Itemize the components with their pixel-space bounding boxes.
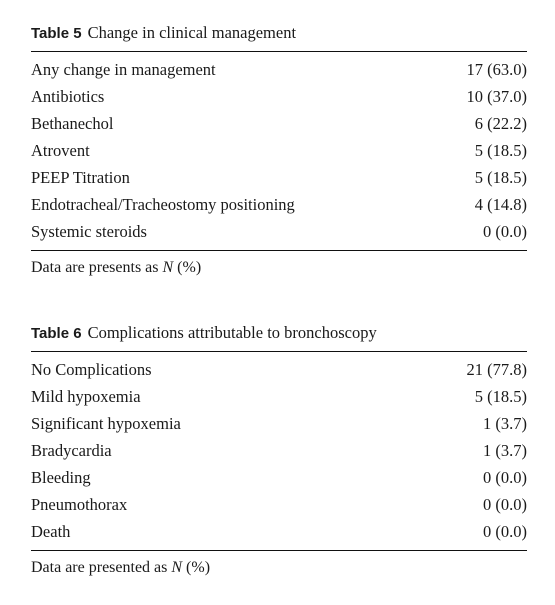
table-title: Complications attributable to bronchoscopy	[87, 323, 377, 342]
row-value: 1 (3.7)	[483, 414, 527, 433]
row-value: 0 (0.0)	[483, 495, 527, 514]
row-value: 5 (18.5)	[474, 387, 527, 406]
table-body	[31, 352, 527, 550]
row-value: 6 (22.2)	[474, 114, 527, 133]
row-value: 5 (18.5)	[474, 141, 527, 160]
table-title: Change in clinical management	[87, 23, 297, 42]
table-row	[31, 491, 527, 518]
row-item: Atrovent	[31, 141, 90, 160]
row-value: 0 (0.0)	[483, 468, 527, 487]
table-row	[31, 164, 527, 191]
row-value: 10 (37.0)	[466, 87, 527, 106]
table-label: Table 5	[31, 25, 82, 42]
table-caption	[31, 22, 527, 44]
table-row	[31, 518, 527, 545]
table-row	[31, 437, 527, 464]
row-value: 4 (14.8)	[474, 195, 527, 214]
table-label: Table 6	[31, 325, 82, 342]
row-item: No Complications	[31, 360, 152, 379]
table-row	[31, 83, 527, 110]
row-value: 21 (77.8)	[466, 360, 527, 379]
row-item: Bradycardia	[31, 441, 112, 460]
table-row	[31, 218, 527, 245]
footnote-symbol: N	[171, 559, 183, 576]
table-row	[31, 137, 527, 164]
footnote-prefix: Data are presents as	[31, 259, 163, 276]
row-item: Endotracheal/Tracheostomy positioning	[31, 195, 295, 214]
row-item: Antibiotics	[31, 87, 105, 106]
table-body	[31, 52, 527, 250]
table-5	[31, 22, 527, 279]
row-item: Pneumothorax	[31, 495, 128, 514]
row-item: Significant hypoxemia	[31, 414, 181, 433]
row-item: Death	[31, 522, 71, 541]
table-row	[31, 110, 527, 137]
table-row	[31, 410, 527, 437]
footnote-prefix: Data are presented as	[31, 559, 172, 576]
table-footnote	[31, 257, 527, 279]
footnote-suffix: (%)	[182, 559, 211, 576]
row-value: 17 (63.0)	[466, 60, 527, 79]
row-value: 0 (0.0)	[483, 522, 527, 541]
table-6	[31, 322, 527, 579]
row-item: Mild hypoxemia	[31, 387, 141, 406]
table-row	[31, 191, 527, 218]
table-footnote	[31, 557, 527, 579]
row-item: Systemic steroids	[31, 222, 147, 241]
table-row	[31, 356, 527, 383]
table-row	[31, 56, 527, 83]
row-item: Any change in management	[31, 60, 216, 79]
row-value: 5 (18.5)	[474, 168, 527, 187]
row-item: Bethanechol	[31, 114, 114, 133]
table-row	[31, 464, 527, 491]
row-item: Bleeding	[31, 468, 91, 487]
row-value: 1 (3.7)	[483, 441, 527, 460]
footnote-symbol: N	[162, 259, 174, 276]
table-row	[31, 383, 527, 410]
table-caption	[31, 322, 527, 344]
row-item: PEEP Titration	[31, 168, 130, 187]
row-value: 0 (0.0)	[483, 222, 527, 241]
footnote-suffix: (%)	[173, 259, 202, 276]
bottom-rule	[31, 550, 527, 551]
bottom-rule	[31, 250, 527, 251]
